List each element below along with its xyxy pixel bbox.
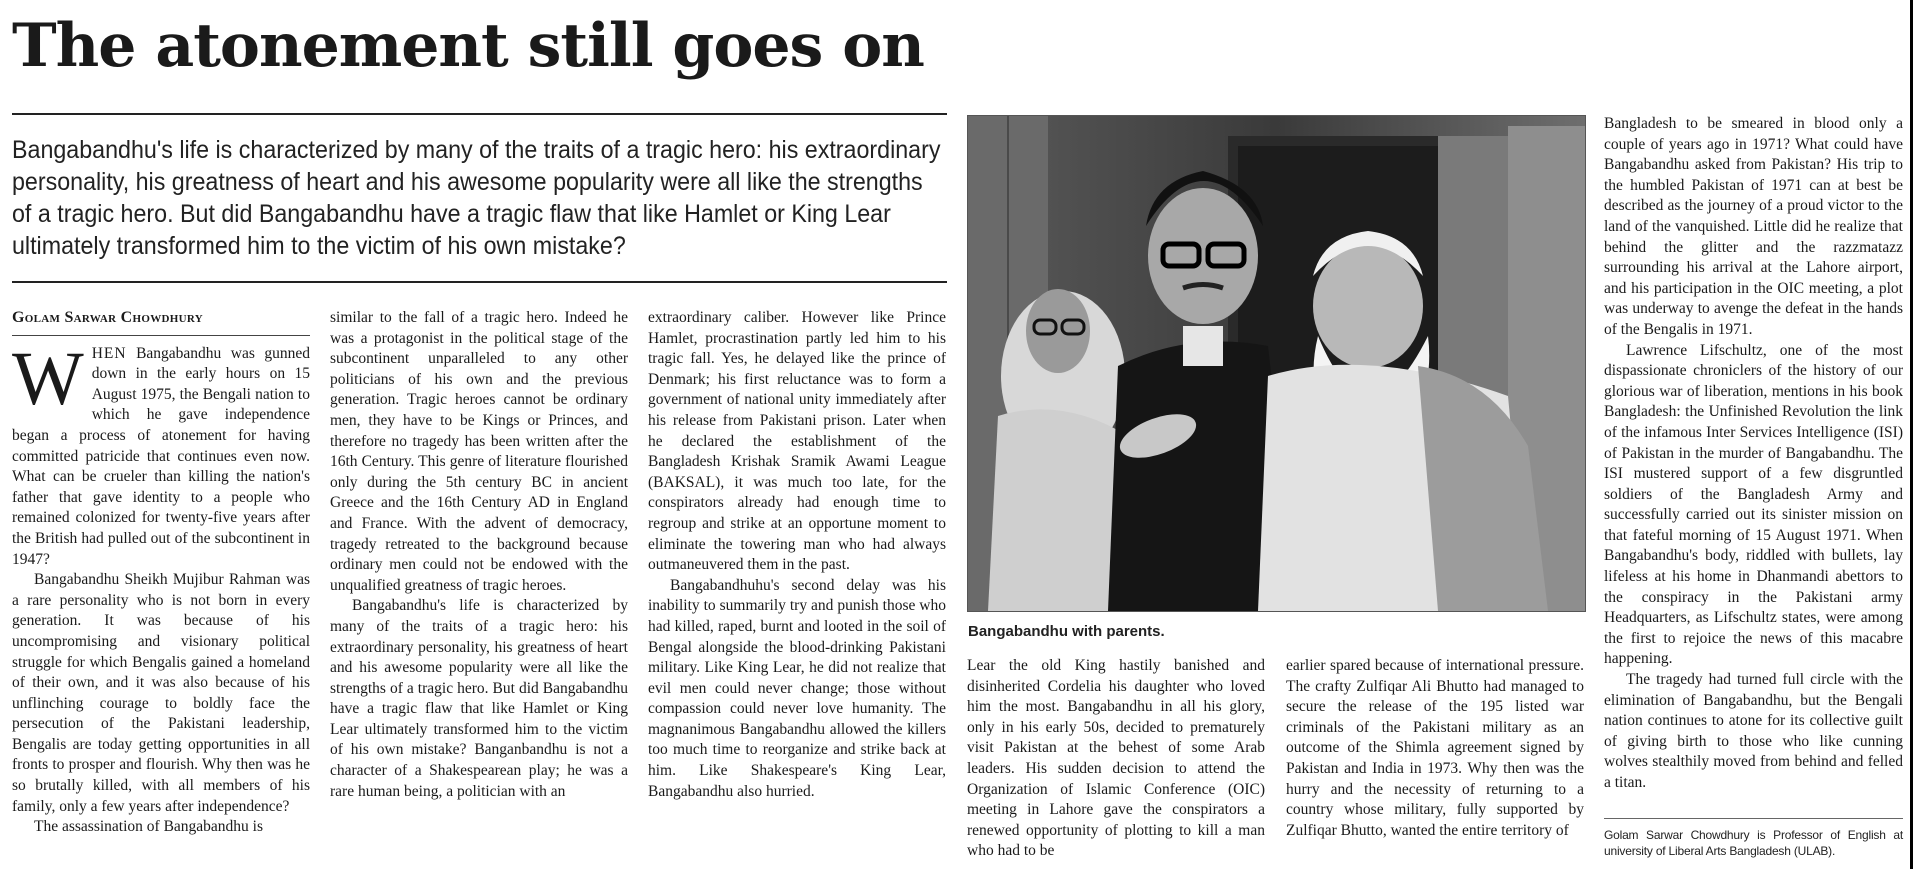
paragraph: Bangabandhuhu's second delay was his inability to summarily try and punish those who had killed, raped, burnt and looted in the soil of Bengal alongside the blood-drinking Pakistani military. Like King Lear, he did not realize that evil men could never change; those without compassion could never love humanity. The magnanimous Bangabandhu allowed the killers too much time to reorganize and strike back at him. Like Shakespeare's King Lear, Bangabandhu also hurried.: [648, 576, 946, 800]
photo-bangabandhu-with-parents: [967, 115, 1586, 612]
paragraph: extraordinary caliber. However like Prince Hamlet, procrastination partly led him to his tragic fall. Yes, he delayed like the prince of Denmark; his first reluctance was to form a government of national unity immediately after his release from Pakistani prison. Later when he declared the establishment of the Bangladesh Krishak Sramik Awami League (BAKSAL), it was much too late, for the conspirators already had enough time to regroup and strike at an opportune moment to eliminate the towering man who had always outmaneuvered them in the past.: [648, 309, 946, 574]
paragraph-2: Bangabandhu Sheikh Mujibur Rahman was a rare personality who is not born in every generation. It was because of his uncompromising and visionary political struggle for which Bengalis gained a homeland of their own, and it was also because of his unflinching courage to boldly face the persecution of the Pakistani leadership, Bengalis are today getting opportunities in all fronts to prosper and flourish. Why then was he so brutally killed, with all members of his family, only a few years after independence?: [12, 571, 310, 815]
deck-top-rule: [12, 113, 947, 115]
article-column-5: [1286, 656, 1584, 864]
photo-image: [968, 116, 1585, 611]
paragraph-3: The assassination of Bangabandhu is: [34, 818, 264, 836]
article-column-3: [648, 308, 946, 864]
paragraph-1: [12, 336, 310, 571]
deck-summary: Bangabandhu's life is characterized by many of the traits of a tragic hero: his extraordinary personality, his greatness of heart and his awesome popularity were all like the strengths of a tragic hero. But did Bangabandhu have a tragic flaw that like Hamlet or King Lear ultimately transformed him to the victim of his own mistake?: [12, 136, 941, 260]
drop-cap: W: [12, 336, 84, 421]
article-column-6: [1604, 114, 1903, 794]
paragraph: The tragedy had turned full circle with the elimination of Bangabandhu, but the Bengali nation continues to atone for its collective guilt of giving birth to those who like cunning wolves stealthily moved from behind and felled a titan.: [1604, 671, 1903, 791]
paragraph: Lawrence Lifschultz, one of the most dispassionate chroniclers of the history of our glorious war of liberation, mentions in his book Bangladesh: the Unfinished Revolution the link of the infamous Inter Services Intelligence (ISI) of Pakistan in the murder of Bangabandhu. The ISI mustered support of a few disgruntled soldiers of the Bangladesh Army and successfully carried out its sinister mission on that fateful morning of 15 August 1971. When Bangabandhu's body, riddled with bullets, lay lifeless at his home in Dhanmandi abettors to the conspiracy in the Pakistani army Headquarters, as Lifschultz states, were among the first to rejoice the news of this macabre happening.: [1604, 341, 1903, 668]
photo-caption: Bangabandhu with parents.: [968, 623, 1165, 640]
headline: The atonement still goes on: [12, 11, 924, 81]
paragraph: Bangabandhu's life is characterized by many of the traits of a tragic hero: his extraordinary personality, his greatness of heart and his awesome popularity were all like the strengths of a tragic hero. But did Bangabandhu have a tragic flaw that like Hamlet or King Lear ultimately transformed him to the victim of his own mistake? Banganbandhu is not a character of a Shakespearean play; he was a rare human being, a politician with an: [330, 597, 628, 800]
author-bio: Golam Sarwar Chowdhury is Professor of English at university of Liberal Arts Bangladesh (ULAB).: [1604, 818, 1903, 859]
article-column-2: [330, 308, 628, 864]
article-column-1: [12, 308, 310, 864]
paragraph: earlier spared because of international pressure. The crafty Zulfiqar Ali Bhutto had managed to secure the release of the 195 listed war criminals of the Pakistani military as an outcome of the Shimla agreement signed by Pakistan and India in 1973. Why then was the hurry and the necessity of returning to a country whose military, fully supported by Zulfiqar Bhutto, wanted the entire territory of: [1286, 657, 1584, 839]
paragraph: Bangladesh to be smeared in blood only a couple of years ago in 1971? What could have Bangabandhu asked from Pakistan? His trip to the humbled Pakistan of 1971 can at best be described as the journey of a proud victor to the land of the vanquished. Little did he realize that behind the glitter and the razzmatazz surrounding his arrival at the Lahore airport, and his participation in the OIC meeting, a plot was underway to avenge the defeat in the hands of the Bengalis in 1971.: [1604, 115, 1903, 338]
byline: Golam Sarwar Chowdhury: [12, 308, 310, 336]
paragraph: similar to the fall of a tragic hero. Indeed he was a protagonist in the political stage of the subcontinent unparalleled to any other politicians of his own and the previous generation. Tragic heroes cannot be ordinary men, they have to be Kings or Princes, and therefore no tragedy has been written after the 16th Century. This genre of literature flourished only during the 5th century BC in ancient Greece and the 16th Century AD in England and France. With the advent of democracy, tragedy retreated to the background because ordinary men could not be endowed with the unqualified greatness of tragic heroes.: [330, 309, 628, 594]
deck-bottom-rule: [12, 281, 947, 283]
paragraph-1-text: Bangabandhu was gunned down in the early hours on 15 August 1975, the Bengali nation to which he gave independence began a process of atonement for having committed patricide that continues even now. What can be crueler than killing the nation's father that gave identity to a people who remained colonized for twenty-five years after the British had pulled out of the subcontinent in 1947?: [12, 344, 310, 568]
paragraph: Lear the old King hastily banished and disinherited Cordelia his daughter who loved him the most. Bangabandhu in all his glory, only in his early 50s, decided to prematurely visit Pakistan at the behest of some Arab leaders. His sudden decision to attend the Organization of Islamic Conference (OIC) meeting in Lahore gave the conspirators a renewed opportunity of plotting to kill a man who had to be: [967, 657, 1265, 860]
article-column-4: [967, 656, 1265, 864]
lead-caps: HEN: [91, 344, 127, 362]
